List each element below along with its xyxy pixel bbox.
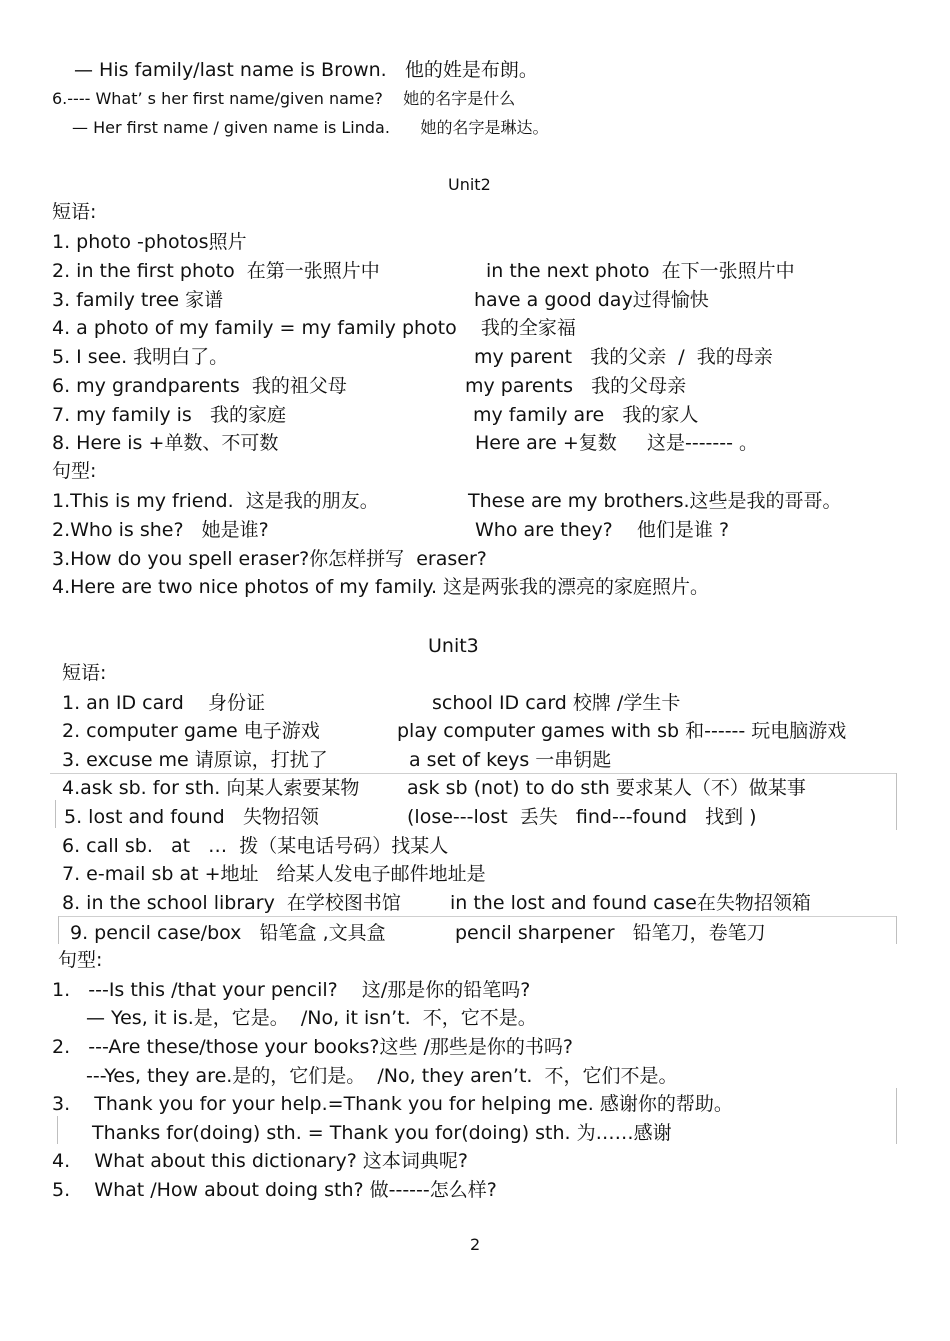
unit3-phrase-left: 8. in the school library 在学校图书馆 (62, 892, 401, 914)
unit2-sentence-right: Who are they? 他们是谁 ? (475, 519, 730, 541)
unit3-phrase-right: a set of keys 一串钥匙 (409, 749, 612, 771)
unit2-phrase-left: 8. Here is +单数、不可数 (52, 432, 279, 454)
divider (58, 916, 897, 917)
unit3-phrases-heading: 短语: (62, 662, 107, 684)
unit3-sentence: ---Yes, they are.是的，它们是。 /No, they aren’t. 不，它们不是。 (86, 1065, 678, 1087)
divider (50, 773, 897, 774)
unit2-sentence-left: 4.Here are two nice photos of my family. 这是两张我的漂亮的家庭照片。 (52, 576, 710, 598)
unit3-phrase-left: 7. e-mail sb at +地址 给某人发电子邮件地址是 (62, 863, 486, 885)
unit2-title: Unit2 (448, 175, 491, 194)
top-line-1: — His family/last name is Brown. 他的姓是布朗。 (74, 59, 538, 81)
unit2-phrase-right: have a good day过得愉快 (474, 289, 709, 311)
unit2-phrase-left: 4. a photo of my family = my family photo 我的全家福 (52, 317, 576, 339)
unit2-phrase-right: my family are 我的家人 (473, 404, 699, 426)
border-edge (58, 916, 59, 944)
unit2-phrase-left: 2. in the first photo 在第一张照片中 (52, 260, 380, 282)
unit3-sentence: 2. ---Are these/those your books?这些 /那些是你的书吗? (52, 1036, 574, 1058)
unit3-phrase-left: 3. excuse me 请原谅，打扰了 (62, 749, 328, 771)
unit2-phrase-left: 3. family tree 家谱 (52, 289, 224, 311)
unit3-title: Unit3 (428, 635, 479, 657)
unit3-phrase-left: 1. an ID card 身份证 (62, 692, 265, 714)
unit2-phrase-left: 1. photo -photos照片 (52, 231, 247, 253)
unit3-phrase-right: (lose---lost 丢失 find---found 找到 ) (407, 806, 757, 828)
unit3-phrase-right: play computer games with sb 和------ 玩电脑游戏 (397, 720, 847, 742)
unit2-sentence-left: 3.How do you spell eraser?你怎样拼写 eraser? (52, 548, 487, 570)
unit2-phrase-right: my parent 我的父亲 / 我的母亲 (474, 346, 773, 368)
unit2-sentence-right: These are my brothers.这些是我的哥哥。 (468, 490, 842, 512)
unit2-phrase-left: 7. my family is 我的家庭 (52, 404, 286, 426)
unit3-phrase-left: 4.ask sb. for sth. 向某人索要某物 (62, 777, 360, 799)
unit3-sentence: 4. What about this dictionary? 这本词典呢? (52, 1150, 468, 1172)
top-line-3: — Her first name / given name is Linda. 她的名字是琳达。 (72, 118, 549, 137)
border-edge (55, 800, 56, 828)
unit3-sentence: — Yes, it is.是，它是。 /No, it isn’t. 不，它不是。 (86, 1007, 537, 1029)
unit2-phrase-left: 5. I see. 我明白了。 (52, 346, 229, 368)
page-number: 2 (470, 1235, 481, 1254)
unit2-phrase-right: in the next photo 在下一张照片中 (486, 260, 795, 282)
unit3-sentences-heading: 句型: (58, 949, 103, 971)
unit3-sentence: 1. ---Is this /that your pencil? 这/那是你的铅笔吗? (52, 979, 531, 1001)
unit2-phrase-left: 6. my grandparents 我的祖父母 (52, 375, 347, 397)
unit2-sentences-heading: 句型: (52, 460, 97, 482)
unit3-sentence: 5. What /How about doing sth? 做------怎么样? (52, 1179, 497, 1201)
unit3-phrase-left: 9. pencil case/box 铅笔盒 ,文具盒 (70, 922, 386, 944)
unit2-sentence-left: 2.Who is she? 她是谁? (52, 519, 269, 541)
border-edge (896, 916, 897, 944)
unit3-phrase-left: 2. computer game 电子游戏 (62, 720, 320, 742)
unit2-phrase-right: Here are +复数 这是------- 。 (475, 432, 759, 454)
border-edge (896, 773, 897, 830)
unit2-phrases-heading: 短语: (52, 201, 97, 223)
unit3-phrase-left: 6. call sb. at … 拨（某电话号码）找某人 (62, 835, 449, 857)
border-edge (896, 1088, 897, 1144)
unit3-sentence: 3. Thank you for your help.=Thank you for helping me. 感谢你的帮助。 (52, 1093, 733, 1115)
unit2-sentence-left: 1.This is my friend. 这是我的朋友。 (52, 490, 379, 512)
unit2-phrase-right: my parents 我的父母亲 (465, 375, 687, 397)
unit3-phrase-right: school ID card 校牌 /学生卡 (432, 692, 681, 714)
border-edge (57, 1116, 58, 1144)
unit3-phrase-left: 5. lost and found 失物招领 (64, 806, 319, 828)
unit3-sentence: Thanks for(doing) sth. = Thank you for(doing) sth. 为……感谢 (92, 1122, 672, 1144)
unit3-phrase-right: ask sb (not) to do sth 要求某人（不）做某事 (407, 777, 806, 799)
unit3-phrase-right: in the lost and found case在失物招领箱 (450, 892, 811, 914)
top-line-2: 6.---- What’ s her first name/given name? 她的名字是什么 (52, 89, 516, 108)
unit3-phrase-right: pencil sharpener 铅笔刀，卷笔刀 (455, 922, 766, 944)
